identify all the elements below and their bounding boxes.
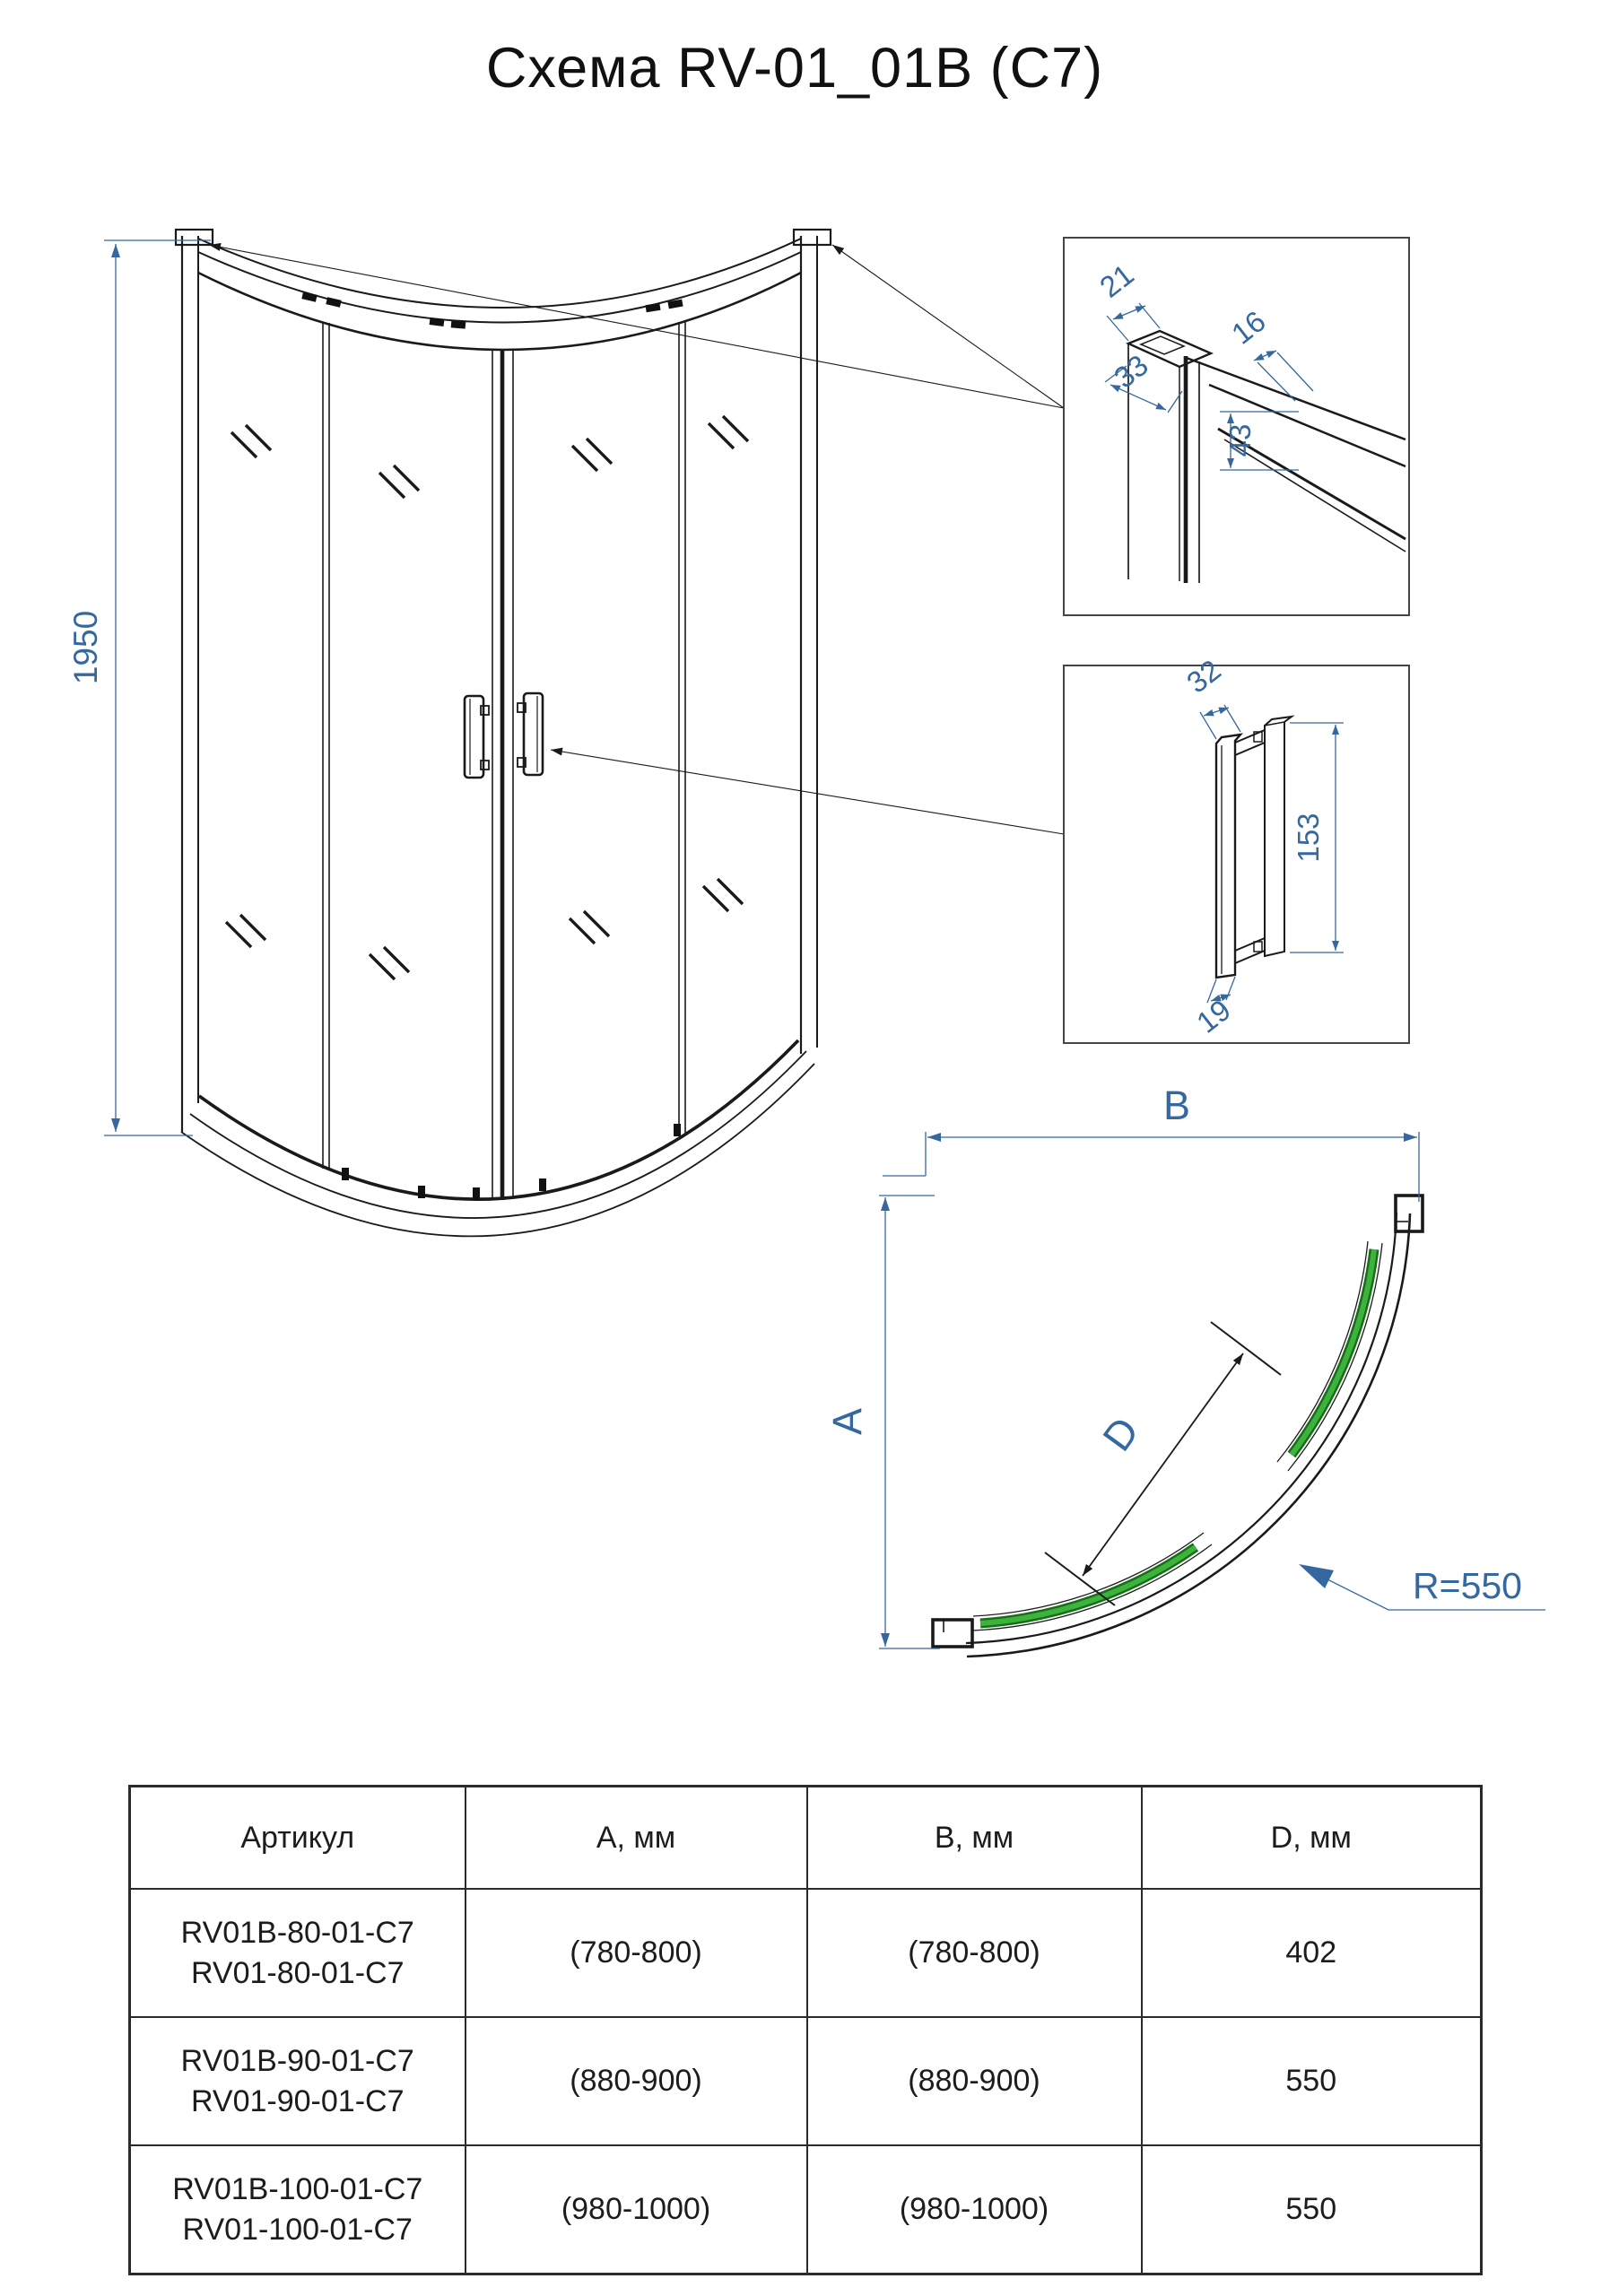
d-cell: 550 [1142,2145,1482,2274]
dim-43-label: 43 [1223,423,1257,457]
col-header-a: A, мм [466,1787,807,1890]
dim-radius-label: R=550 [1413,1565,1522,1606]
col-header-article: Артикул [130,1787,466,1890]
article-cell: RV01B-80-01-C7 RV01-80-01-C7 [130,1889,466,2017]
right-post-cap [794,230,831,245]
table-row [130,2145,1482,2274]
dim-16-label: 16 [1225,304,1272,351]
d-cell: 550 [1142,2017,1482,2145]
table-header-row [130,1787,1482,1890]
article-cell: RV01B-100-01-C7 RV01-100-01-C7 [130,2145,466,2274]
glass-reflections [226,416,748,979]
dim-153-label: 153 [1292,813,1325,863]
b-cell: (980-1000) [807,2145,1142,2274]
b-cell: (880-900) [807,2017,1142,2145]
profile-detail-box [1064,238,1409,615]
dim-B-label: B [1162,1083,1191,1128]
col-header-b: B, мм [807,1787,1142,1890]
table-row [130,2017,1482,2145]
a-cell: (780-800) [466,1889,807,2017]
plan-view [824,1083,1545,1657]
dim-D-label: D [1093,1408,1148,1460]
dim-33-label: 33 [1108,348,1154,395]
height-dimension [67,240,211,1135]
a-cell: (880-900) [466,2017,807,2145]
d-cell: 402 [1142,1889,1482,2017]
article-cell: RV01B-90-01-C7 RV01-90-01-C7 [130,2017,466,2145]
col-header-d: D, мм [1142,1787,1482,1890]
a-cell: (980-1000) [466,2145,807,2274]
size-table [128,1785,1483,2275]
b-cell: (780-800) [807,1889,1142,2017]
page-title: Схема RV-01_01B (C7) [485,37,1104,100]
handle-detail-box [1064,653,1409,1043]
dim-32-label: 32 [1180,653,1227,700]
dim-A-label: A [824,1407,870,1436]
detail-leaders [209,245,1064,834]
dim-21-label: 21 [1093,257,1140,304]
dim-1950-label: 1950 [67,610,104,685]
dim-19-label: 19 [1190,993,1237,1039]
table-row [130,1889,1482,2017]
front-view [67,230,1064,1236]
